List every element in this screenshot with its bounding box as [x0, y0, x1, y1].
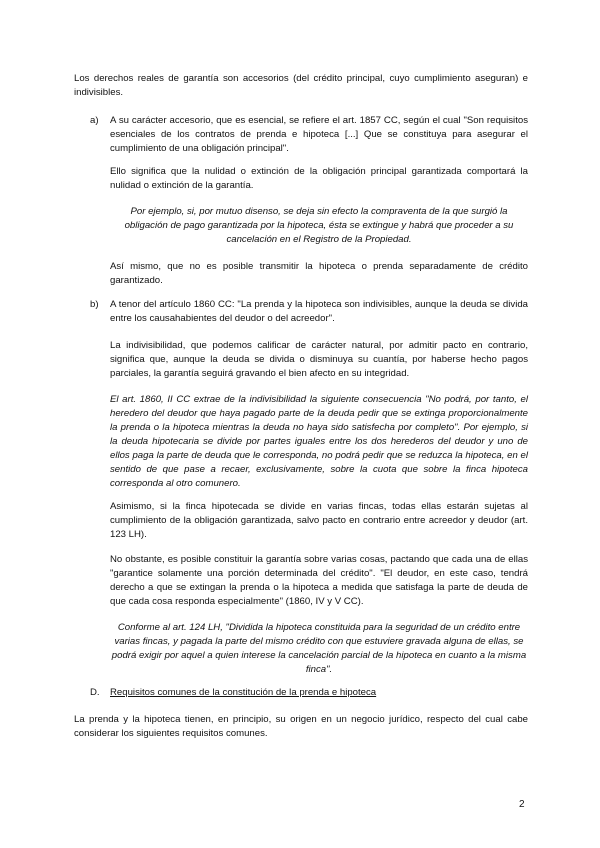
- indivisibility-article-paragraph: A tenor del artículo 1860 CC: "La prenda y la hipoteca son indivisibles, aunque la deuda se divida entre los causahabientes del deudor o del acreedor".: [110, 299, 528, 324]
- section-heading-text: Requisitos comunes de la constitución de la prenda e hipoteca: [110, 687, 377, 698]
- list-marker-b: b): [90, 299, 99, 310]
- transmission-paragraph: Así mismo, que no es posible transmitir la hipoteca o prenda separadamente de crédito garantizado.: [110, 261, 528, 286]
- several-things-paragraph: No obstante, es posible constituir la garantía sobre varias cosas, pactando que cada una de ellas "garantice solamente una porción determinada del crédito". "El deudor, en este caso, tendrá derecho a que se extingan la prenda o la hipoteca a medida que satisfaga la parte de deuda de que cada cosa responda especialmente" (1860, IV y V CC).: [110, 554, 528, 607]
- heir-consequence-quote: El art. 1860, II CC extrae de la indivisibilidad la siguiente consecuencia "No podrá, por tanto, el heredero del deudor que haya pagado parte de la deuda pedir que se extinga proporcionalmente la prenda o la hipoteca mientras la deuda no haya sido satisfecha por completo". Por ejemplo, si la deuda hipotecaria se divide por partes iguales entre los dos herederos del deudor y uno de ellos paga la parte de deuda que le corresponda, no podrá pedir que se reduzca la hipoteca, en el sentido de que pase a recaer, exclusivamente, sobre la cuota que sobre la finca hipoteca corresponda al otro comunero.: [110, 394, 528, 489]
- list-marker-a: a): [90, 115, 99, 126]
- divided-estate-paragraph: Asimismo, si la finca hipotecada se divide en varias fincas, todas ellas estarán sujetas al cumplimiento de la obligación garantizada, salvo pacto en contrario entre acreedor y deudor (art. 123 LH).: [110, 501, 528, 540]
- mutual-dissent-example: Por ejemplo, si, por mutuo disenso, se deja sin efecto la compraventa de la que surgió la obligación de pago garantizada por la hipoteca, ésta se extingue y habrá que proceder a su cancelación en el Registro de la Propiedad.: [124, 206, 514, 245]
- intro-paragraph: Los derechos reales de garantía son accesorios (del crédito principal, cuyo cumplimiento aseguran) e indivisibles.: [74, 73, 528, 98]
- article-124-quote: Conforme al art. 124 LH, "Dividida la hipoteca constituida para la seguridad de un crédito entre varias fincas, y pagada la parte del mismo crédito con que estuviere gravada alguna de ellas, se podrá exigir por aquel a quien interese la cancelación parcial de la hipoteca en cuanto a la misma finca".: [111, 622, 527, 675]
- page-number: 2: [519, 799, 525, 810]
- accessory-paragraph: A su carácter accesorio, que es esencial, se refiere el art. 1857 CC, según el cual "Son requisitos esenciales de los contratos de prenda e hipoteca [...] Que se constituya para asegurar el cumplimiento de una obligación principal".: [110, 115, 528, 154]
- closing-paragraph: La prenda y la hipoteca tienen, en principio, su origen en un negocio jurídico, respecto del cual cabe considerar los siguientes requisitos comunes.: [74, 714, 528, 739]
- nullity-paragraph: Ello significa que la nulidad o extinción de la obligación principal garantizada comportará la nulidad o extinción de la garantía.: [110, 166, 528, 191]
- section-marker-d: D.: [90, 687, 100, 698]
- indivisibility-meaning-paragraph: La indivisibilidad, que podemos calificar de carácter natural, por admitir pacto en contrario, significa que, aunque la deuda se divida o disminuya su cuantía, por haberse hecho pagos parciales, la garantía seguirá gravando el bien afecto en su integridad.: [110, 340, 528, 379]
